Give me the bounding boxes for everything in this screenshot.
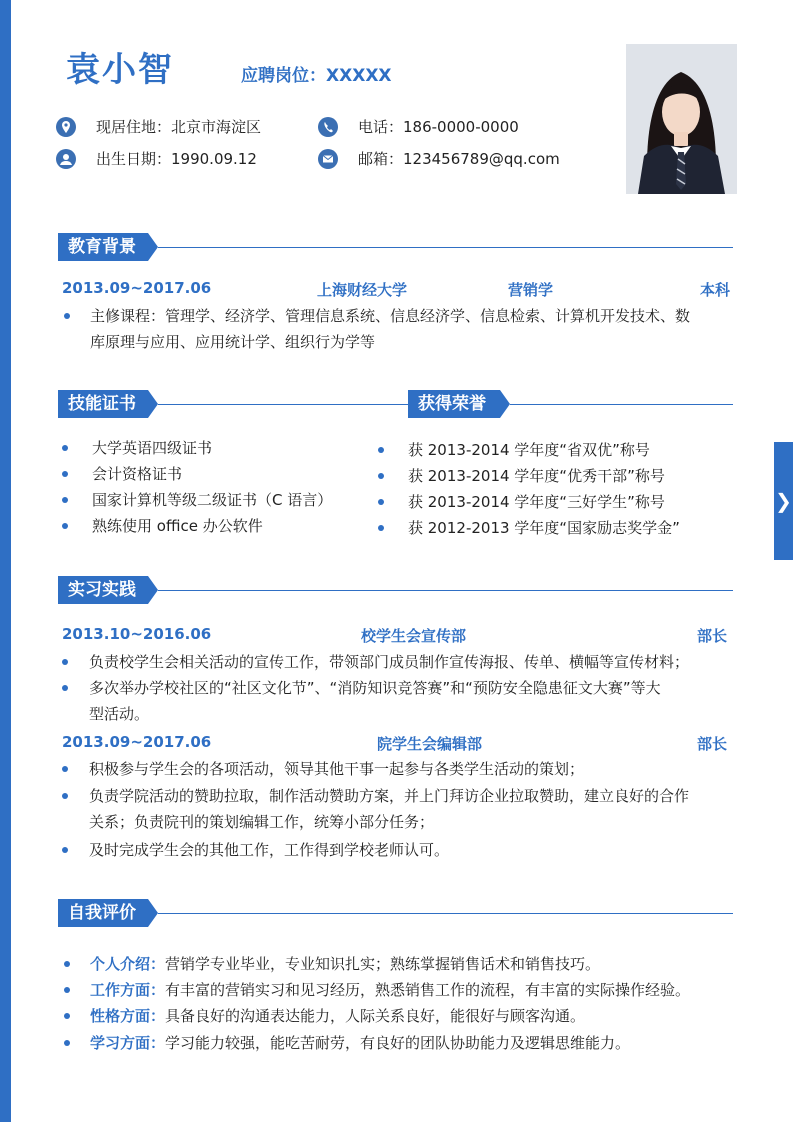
list-item [62, 435, 372, 461]
person-icon [56, 149, 76, 169]
list-item [378, 515, 738, 541]
profile-photo [626, 44, 737, 194]
eval-text: 有丰富的营销实习和见习经历，熟悉销售工作的流程，有丰富的实际操作经验。 [165, 981, 691, 999]
list-item [62, 675, 737, 727]
divider [158, 404, 408, 405]
education-title: 教育背景 [58, 233, 148, 261]
self-eval-section-header [58, 899, 733, 927]
divider [158, 913, 733, 914]
list-item [64, 977, 739, 1003]
bullet-dot [64, 313, 70, 319]
education-major: 营销学 [508, 281, 554, 299]
divider [158, 590, 733, 591]
skills-section-header [58, 390, 388, 418]
internship-title: 实习实践 [58, 576, 148, 604]
email-text: 邮箱：123456789@qq.com [358, 150, 560, 168]
honor-item: 获 2013-2014 学年度“优秀干部”称号 [408, 467, 665, 485]
job1-date: 2013.10~2016.06 [62, 625, 212, 643]
eval-label: 学习方面： [90, 1034, 166, 1052]
education-degree: 本科 [700, 281, 731, 299]
bullet-dot [62, 497, 68, 503]
divider [510, 404, 733, 405]
address-row [56, 116, 261, 137]
eval-label: 性格方面： [90, 1007, 166, 1025]
list-item [62, 756, 737, 782]
bullet-dot [62, 523, 68, 529]
honor-item: 获 2013-2014 学年度“省双优”称号 [408, 441, 650, 459]
bullet-dot [62, 685, 68, 691]
birth-row [56, 148, 257, 169]
honors-title: 获得荣誉 [408, 390, 500, 418]
list-item [64, 1003, 739, 1029]
bullet-dot [64, 1013, 70, 1019]
eval-text: 具备良好的沟通表达能力，人际关系良好，能很好与顾客沟通。 [165, 1007, 586, 1025]
list-item [62, 513, 372, 539]
eval-label: 工作方面： [90, 981, 166, 999]
courses-line-1: 主修课程：管理学、经济学、管理信息系统、信息经济学、信息检索、计算机开发技术、数 [90, 307, 691, 325]
skill-item: 熟练使用 office 办公软件 [92, 517, 263, 535]
bullet-dot [378, 525, 384, 531]
eval-label: 个人介绍： [90, 955, 166, 973]
phone-icon [318, 117, 338, 137]
bullet-dot [62, 471, 68, 477]
list-item [62, 649, 737, 675]
email-row [318, 148, 560, 169]
bullet-dot [62, 793, 68, 799]
birth-text: 出生日期：1990.09.12 [96, 150, 257, 168]
eval-text: 学习能力较强，能吃苦耐劳，有良好的团队协助能力及逻辑思维能力。 [165, 1034, 631, 1052]
list-item [378, 437, 738, 463]
list-item [62, 783, 737, 835]
job-position: 应聘岗位：XXXXX [241, 66, 392, 86]
job1-bullet-1: 负责校学生会相关活动的宣传工作，带领部门成员制作宣传海报、传单、横幅等宣传材料； [89, 653, 690, 671]
skill-item: 大学英语四级证书 [92, 439, 213, 457]
list-item [378, 489, 738, 515]
bullet-dot [62, 766, 68, 772]
address-text: 现居住地：北京市海淀区 [96, 118, 262, 136]
location-pin-icon [56, 117, 76, 137]
job2-org: 院学生会编辑部 [377, 735, 483, 753]
list-item [64, 303, 739, 355]
bullet-dot [62, 445, 68, 451]
job1-bullet-2-line-1: 多次举办学校社区的“社区文化节”、“消防知识竞答赛”和“预防安全隐患征文大赛”等大 [89, 679, 661, 697]
internship-section-header [58, 576, 733, 604]
skill-item: 国家计算机等级二级证书（C 语言） [92, 491, 333, 509]
list-item [378, 463, 738, 489]
bullet-dot [64, 961, 70, 967]
honors-section-header [408, 390, 733, 418]
candidate-name: 袁小智 [66, 50, 174, 90]
bullet-dot [62, 847, 68, 853]
job2-bullet-2-line-2: 关系；负责院刊的策划编辑工作，统筹小部分任务； [89, 813, 435, 831]
skills-title: 技能证书 [58, 390, 148, 418]
list-item [62, 837, 737, 863]
phone-text: 电话：186-0000-0000 [358, 118, 519, 136]
divider [158, 247, 733, 248]
bullet-dot [378, 473, 384, 479]
job2-bullet-1: 积极参与学生会的各项活动，领导其他干事一起参与各类学生活动的策划； [89, 760, 585, 778]
list-item [64, 1030, 739, 1056]
self-eval-title: 自我评价 [58, 899, 148, 927]
job2-role: 部长 [697, 735, 728, 753]
job2-bullet-2-line-1: 负责学院活动的赞助拉取，制作活动赞助方案，并上门拜访企业拉取赞助，建立良好的合作 [89, 787, 690, 805]
honor-item: 获 2013-2014 学年度“三好学生”称号 [408, 493, 665, 511]
mail-icon [318, 149, 338, 169]
side-expand-tab[interactable] [774, 442, 793, 560]
phone-row [318, 116, 519, 137]
left-accent-bar [0, 0, 11, 1122]
job2-bullet-3: 及时完成学生会的其他工作，工作得到学校老师认可。 [89, 841, 450, 859]
job1-org: 校学生会宣传部 [361, 627, 467, 645]
bullet-dot [378, 499, 384, 505]
education-school: 上海财经大学 [317, 281, 408, 299]
education-date: 2013.09~2017.06 [62, 279, 212, 297]
list-item [62, 487, 372, 513]
bullet-dot [378, 447, 384, 453]
education-section-header [58, 233, 733, 261]
bullet-dot [64, 1040, 70, 1046]
skill-item: 会计资格证书 [92, 465, 183, 483]
list-item [62, 461, 372, 487]
job1-role: 部长 [697, 627, 728, 645]
courses-line-2: 库原理与应用、应用统计学、组织行为学等 [90, 333, 376, 351]
bullet-dot [64, 987, 70, 993]
list-item [64, 951, 739, 977]
honor-item: 获 2012-2013 学年度“国家励志奖学金” [408, 519, 680, 537]
job2-date: 2013.09~2017.06 [62, 733, 212, 751]
chevron-right-icon: ❯ [775, 489, 792, 513]
job1-bullet-2-line-2: 型活动。 [89, 705, 150, 723]
bullet-dot [62, 659, 68, 665]
eval-text: 营销学专业毕业，专业知识扎实；熟练掌握销售话术和销售技巧。 [165, 955, 601, 973]
